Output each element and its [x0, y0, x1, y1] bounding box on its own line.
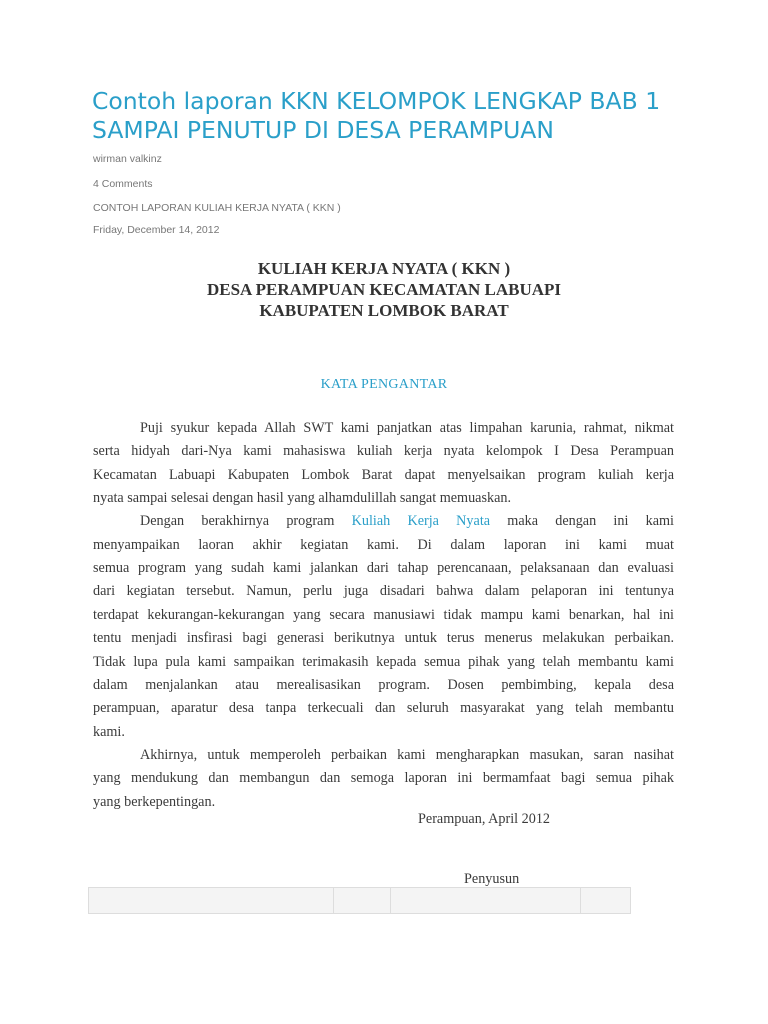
kkn-link[interactable]: Kuliah Kerja Nyata: [351, 513, 491, 530]
post-label[interactable]: CONTOH LAPORAN KULIAH KERJA NYATA ( KKN ): [93, 202, 341, 214]
paragraph-line: yang mendukung dan membangun dan semoga laporan ini bermamfaat bagi semua pihak: [93, 770, 674, 787]
paragraph-line: dalam menjalankan atau merealisasikan program. Dosen pembimbing, kepala desa: [93, 676, 674, 693]
section-title: KATA PENGANTAR: [320, 377, 448, 392]
heading-line: KULIAH KERJA NYATA ( KKN ): [257, 259, 511, 278]
paragraph-line: serta hidyah dari-Nya kami mahasiswa kuliah kerja nyata kelompok I Desa Perampuan: [93, 443, 674, 460]
paragraph-line: perampuan, aparatur desa tanpa terkecuali dan seluruh masyarakat yang telah membantu: [93, 700, 674, 717]
paragraph-line: menyampaikan laoran akhir kegiatan kami. Di dalam laporan ini kami muat: [93, 536, 674, 553]
paragraph-line: semua program yang sudah kami jalankan dari tahap perencanaan, pelaksanaan dan evaluasi: [93, 560, 674, 577]
table-cell: [391, 888, 581, 914]
paragraph-line: Akhirnya, untuk memperoleh perbaikan kami mengharapkan masukan, saran nasihat: [140, 746, 674, 763]
post-title[interactable]: Contoh laporan KKN KELOMPOK LENGKAP BAB 1 SAMPAI PENUTUP DI DESA PERAMPUAN: [92, 87, 661, 144]
link-prefix: Dengan berakhirnya program: [140, 513, 352, 530]
document-heading: [0, 258, 768, 321]
paragraph-line: yang berkepentingan.: [93, 793, 216, 810]
paragraph-line: Tidak lupa pula kami sampaikan terimakasih kepada semua pihak yang telah membantu kami: [93, 653, 674, 670]
signature-table: [88, 887, 631, 914]
post-author[interactable]: wirman valkinz: [93, 153, 162, 165]
place-date: Perampuan, April 2012: [418, 811, 551, 827]
link-suffix: maka dengan ini kami: [490, 513, 674, 530]
post-date: Friday, December 14, 2012: [93, 224, 220, 236]
post-comments-link[interactable]: 4 Comments: [93, 178, 153, 190]
paragraph-line: nyata sampai selesai dengan hasil yang alhamdulillah sangat memuaskan.: [93, 490, 512, 507]
paragraph-line: kami.: [93, 723, 125, 740]
paragraph-line: Kecamatan Labuapi Kabupaten Lombok Barat dapat menyelsaikan program kuliah kerja: [93, 466, 674, 483]
paragraph-line: Puji syukur kepada Allah SWT kami panjatkan atas limpahan karunia, rahmat, nikmat: [140, 420, 674, 436]
paragraph-line: dari kegiatan tersebut. Namun, perlu juga disadari bahwa dalam pelaporan ini tentunya: [93, 583, 674, 600]
paragraph-line: [140, 512, 674, 530]
table-cell: [334, 888, 391, 914]
table-cell: [89, 888, 334, 914]
table-cell: [581, 888, 631, 914]
paragraph-line: tentu menjadi insfirasi bagi generasi berikutnya untuk terus menerus melakukan perbaikan.: [93, 630, 674, 647]
paragraph-line: terdapat kekurangan-kekurangan yang secara manusiawi tidak mampu kami benarkan, hal ini: [93, 606, 674, 623]
signer-label: Penyusun: [464, 871, 520, 887]
heading-line: KABUPATEN LOMBOK BARAT: [259, 301, 509, 320]
heading-line: DESA PERAMPUAN KECAMATAN LABUAPI: [206, 280, 561, 299]
